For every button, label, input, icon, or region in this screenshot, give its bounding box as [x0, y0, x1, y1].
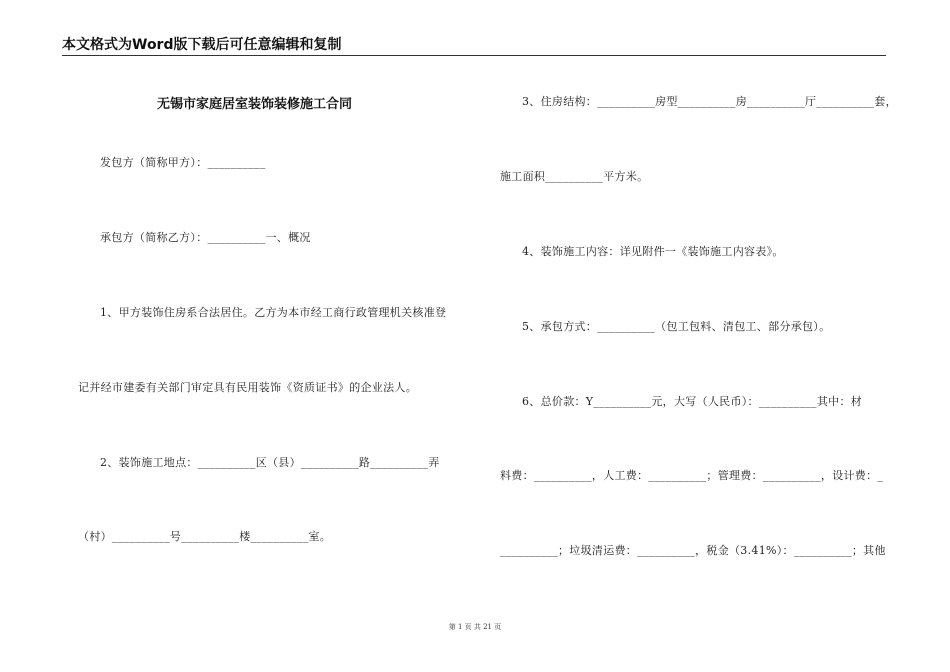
party-a-line: 发包方（简称甲方）：__________: [100, 156, 266, 169]
document-title: 无锡市家庭居室装饰装修施工合同: [157, 97, 353, 112]
clause-6-line-3: __________；垃圾清运费：__________，税金（3.41%）：__________；其他: [500, 544, 886, 557]
clause-6-line-2: 料费：__________，人工费：__________；管理费：__________，设计费：_: [500, 469, 884, 482]
clause-1-line-2: 记并经市建委有关部门审定具有民用装饰《资质证书》的企业法人。: [78, 381, 417, 394]
clause-3-line-1: 3、住房结构：__________房型__________房__________厅__________套，: [522, 95, 897, 108]
clause-5-line: 5、承包方式：__________（包工包料、清包工、部分承包）。: [522, 320, 831, 333]
document-header: 本文格式为Word版下载后可任意编辑和复制: [62, 37, 342, 53]
clause-1-line-1: 1、甲方装饰住房系合法居住。乙方为本市经工商行政管理机关核准登: [100, 306, 447, 319]
clause-3-line-2: 施工面积__________平方米。: [500, 170, 649, 183]
page-number: 第 1 页 共 21 页: [448, 623, 502, 631]
clause-2-line-1: 2、装饰施工地点：__________区（县）__________路__________弄: [100, 456, 440, 469]
clause-6-line-1: 6、总价款：Y__________元，大写（人民币）：__________其中：材: [522, 395, 863, 408]
clause-4-line: 4、装饰施工内容：详见附件一《装饰施工内容表》。: [522, 245, 784, 258]
clause-2-line-2: （村）__________号__________楼__________室。: [78, 530, 332, 543]
header-divider: [62, 55, 886, 56]
party-b-line: 承包方（简称乙方）：__________一、概况: [100, 231, 311, 244]
